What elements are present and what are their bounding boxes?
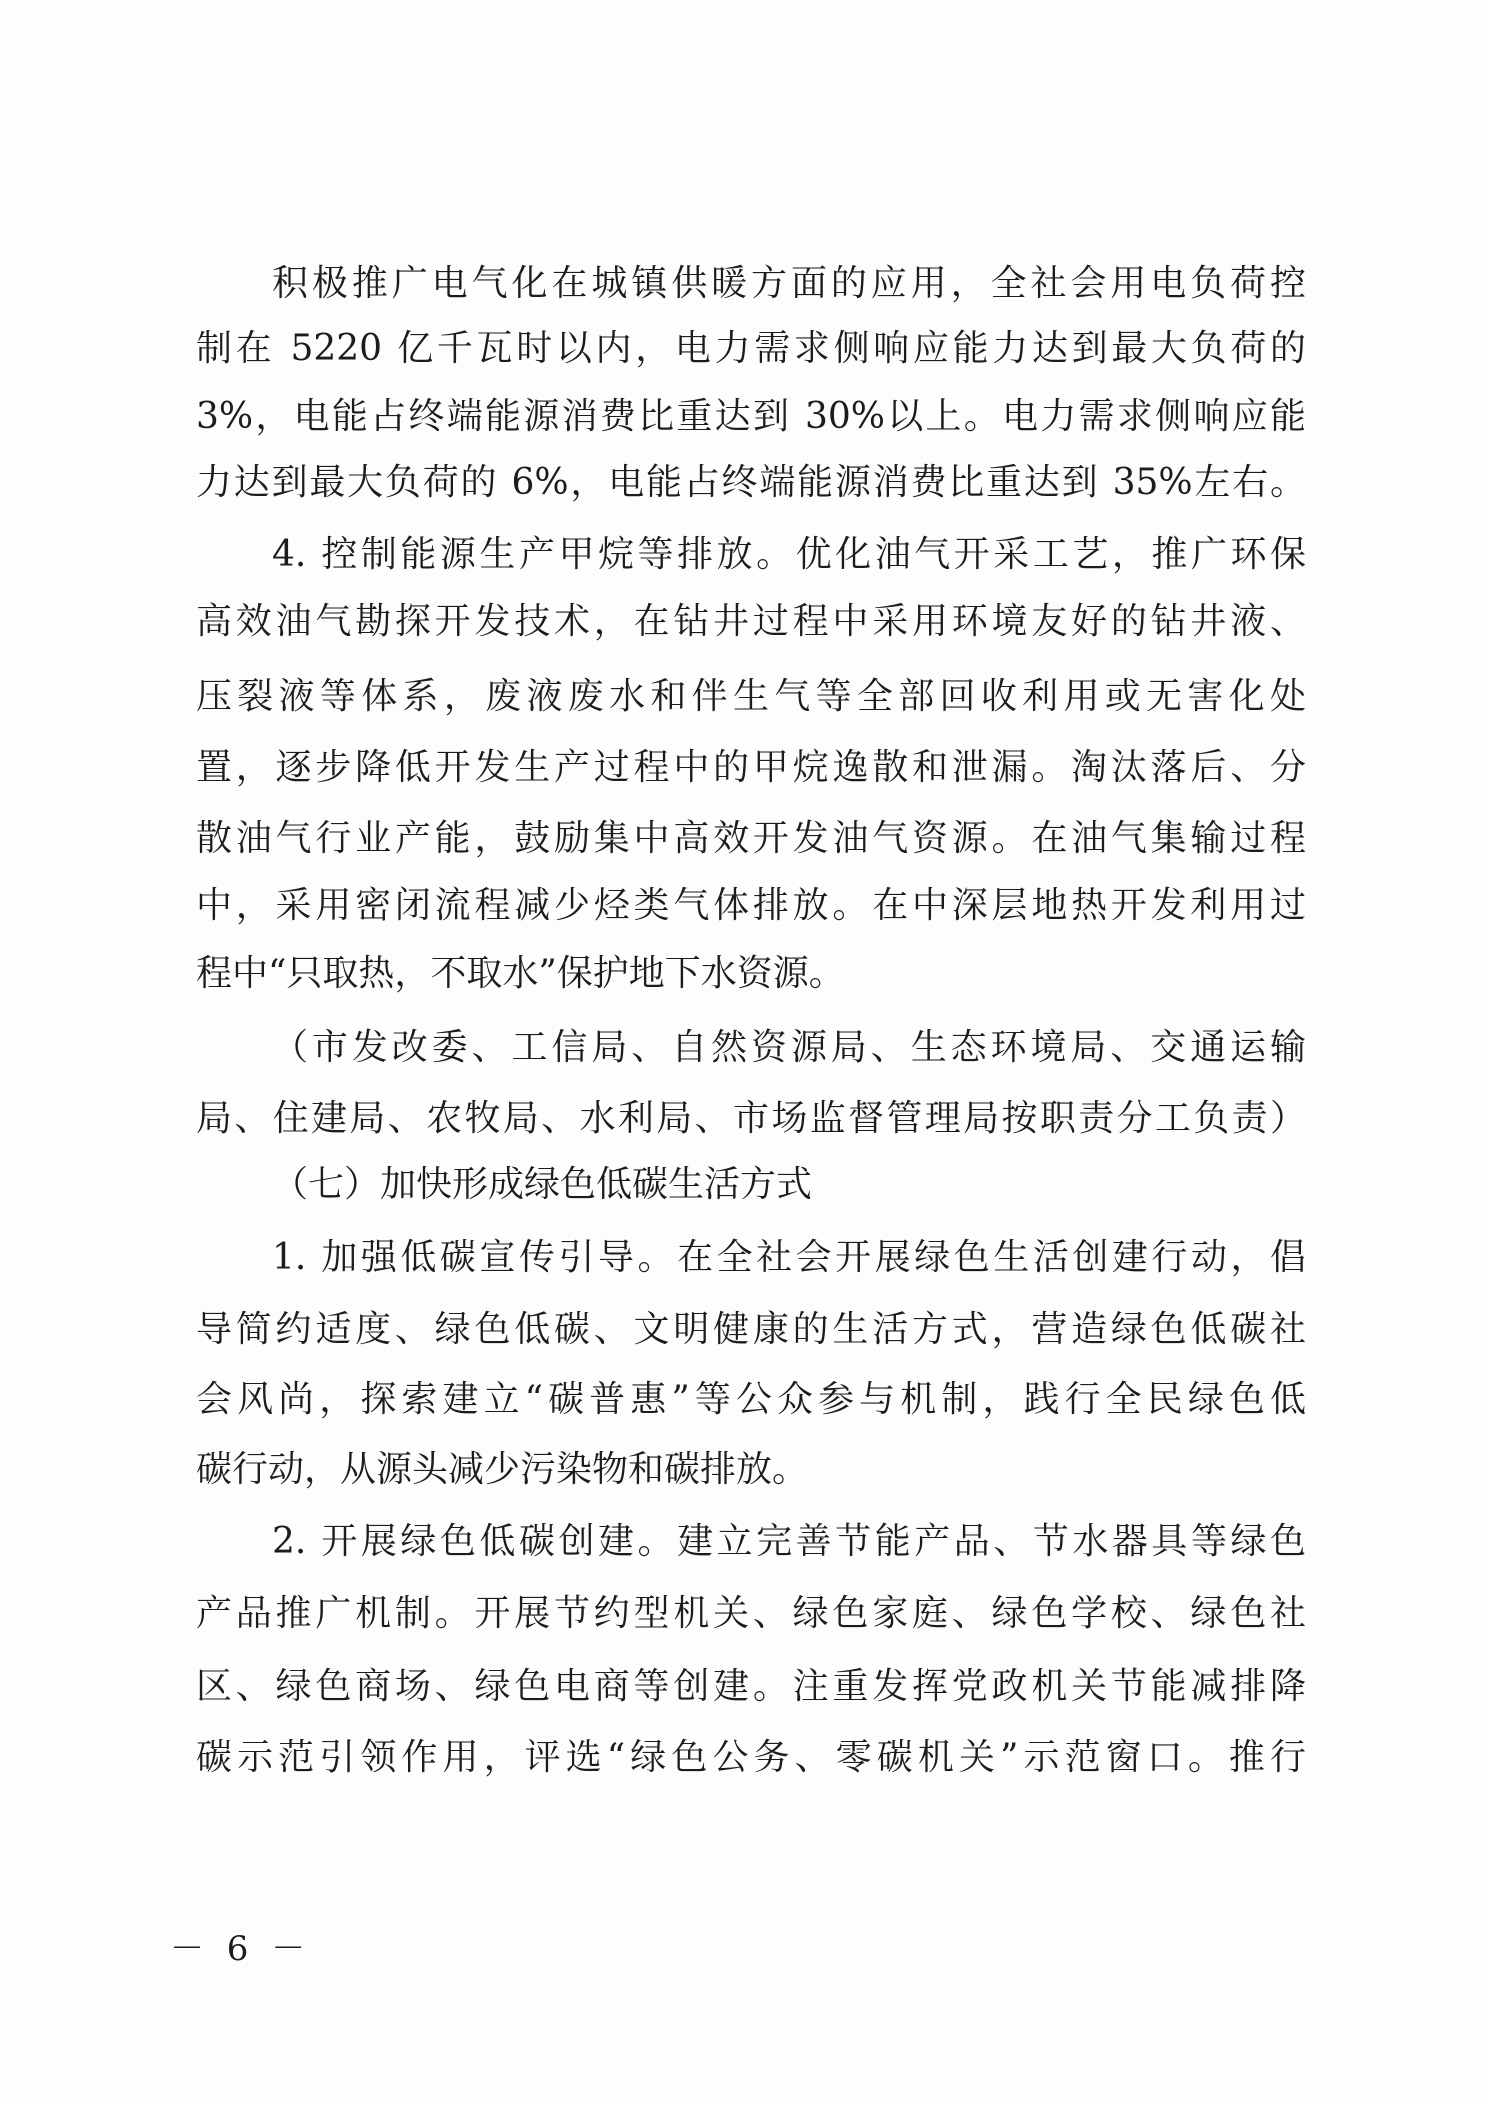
text-line: 3%，电能占终端能源消费比重达到 30%以上。电力需求侧响应能 — [196, 396, 1306, 437]
text-line: 力达到最大负荷的 6%，电能占终端能源消费比重达到 35%左右。 — [196, 462, 1306, 503]
text-line: 压裂液等体系，废液废水和伴生气等全部回收利用或无害化处 — [196, 676, 1306, 717]
text-line: 置，逐步降低开发生产过程中的甲烷逸散和泄漏。淘汰落后、分 — [196, 747, 1306, 788]
text-line: 4. 控制能源生产甲烷等排放。优化油气开采工艺，推广环保 — [272, 534, 1306, 575]
page-number: － 6 － — [170, 1929, 312, 1969]
text-line: 区、绿色商场、绿色电商等创建。注重发挥党政机关节能减排降 — [196, 1666, 1306, 1707]
text-line: 产品推广机制。开展节约型机关、绿色家庭、绿色学校、绿色社 — [196, 1593, 1306, 1634]
text-line: 积极推广电气化在城镇供暖方面的应用，全社会用电负荷控 — [272, 263, 1306, 304]
text-line: （市发改委、工信局、自然资源局、生态环境局、交通运输 — [272, 1027, 1306, 1068]
text-line: 1. 加强低碳宣传引导。在全社会开展绿色生活创建行动，倡 — [272, 1237, 1306, 1278]
text-line: 局、住建局、农牧局、水利局、市场监督管理局按职责分工负责） — [196, 1098, 1306, 1139]
text-line: 中，采用密闭流程减少烃类气体排放。在中深层地热开发利用过 — [196, 885, 1306, 926]
text-line: 碳行动，从源头减少污染物和碳排放。 — [196, 1449, 809, 1490]
text-line: 碳示范引领作用，评选“绿色公务、零碳机关”示范窗口。推行 — [196, 1737, 1306, 1778]
text-line: 制在 5220 亿千瓦时以内，电力需求侧响应能力达到最大负荷的 — [196, 328, 1306, 369]
text-line: 散油气行业产能，鼓励集中高效开发油气资源。在油气集输过程 — [196, 818, 1306, 859]
text-line: 2. 开展绿色低碳创建。建立完善节能产品、节水器具等绿色 — [272, 1521, 1306, 1562]
text-line: 会风尚，探索建立“碳普惠”等公众参与机制，践行全民绿色低 — [196, 1379, 1306, 1420]
text-line: 高效油气勘探开发技术，在钻井过程中采用环境友好的钻井液、 — [196, 601, 1306, 642]
text-line: 导简约适度、绿色低碳、文明健康的生活方式，营造绿色低碳社 — [196, 1309, 1306, 1350]
section-heading: （七）加快形成绿色低碳生活方式 — [272, 1164, 813, 1205]
text-line: 程中“只取热，不取水”保护地下水资源。 — [196, 953, 845, 994]
